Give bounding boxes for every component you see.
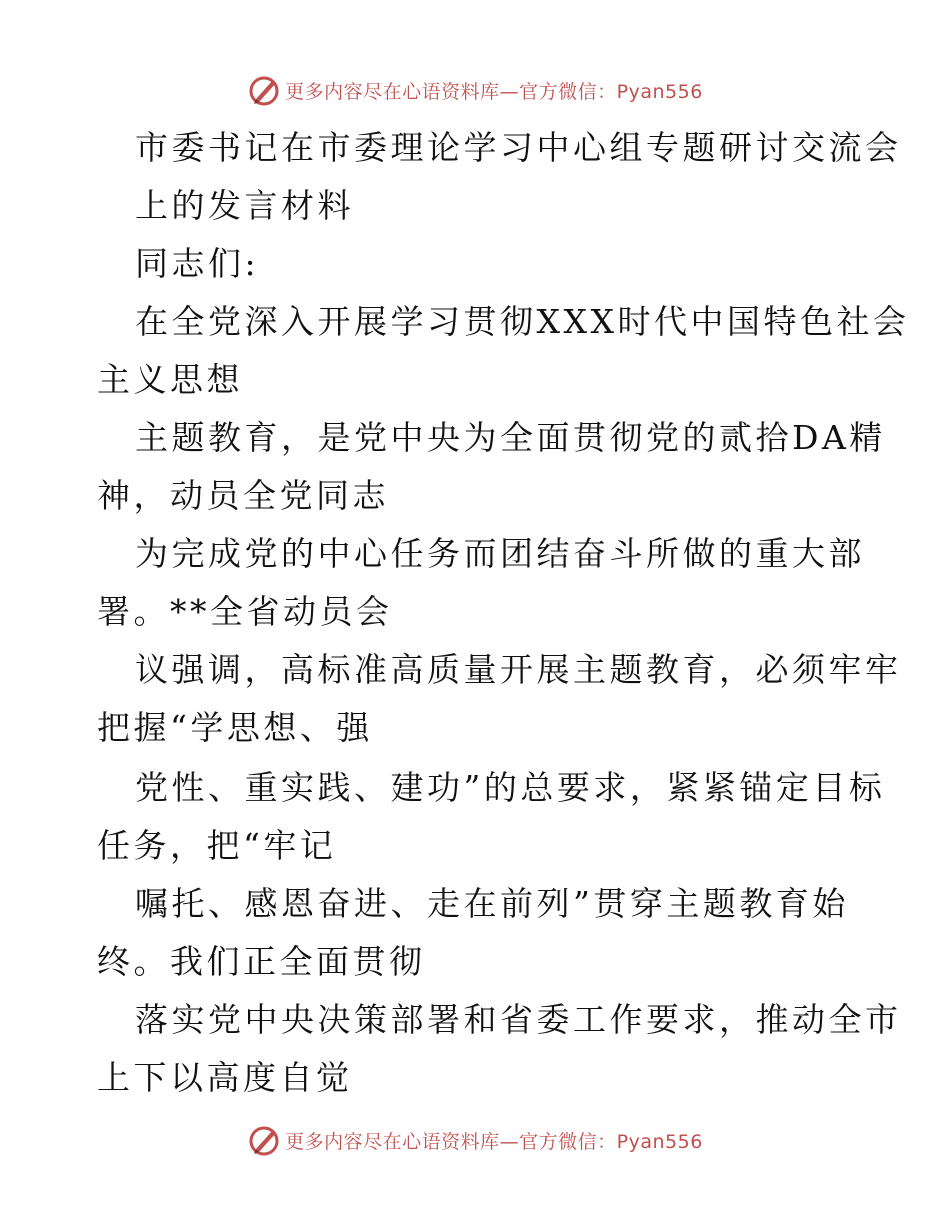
doc-line: 神，动员全党同志: [97, 476, 389, 515]
doc-line: 为完成党的中心任务而团结奋斗所做的重大部: [135, 534, 865, 573]
doc-line: 主题教育，是党中央为全面贯彻党的贰拾DA精: [135, 418, 886, 457]
footer-banner-text: 更多内容尽在心语资料库—官方微信：Pyan556: [285, 1130, 703, 1153]
header-banner-text: 更多内容尽在心语资料库—官方微信：Pyan556: [285, 80, 703, 103]
doc-line: 任务，把“牢记: [97, 826, 337, 865]
doc-title-line-2: 上的发言材料: [135, 186, 354, 225]
footer-banner: [0, 1120, 950, 1160]
doc-line: 嘱托、感恩奋进、走在前列”贯穿主题教育始: [135, 884, 849, 923]
doc-line: 党性、重实践、建功”的总要求，紧紧锚定目标: [135, 768, 886, 807]
doc-line: 终。我们正全面贯彻: [97, 942, 426, 981]
doc-title-line-1: 市委书记在市委理论学习中心组专题研讨交流会: [135, 128, 902, 167]
doc-line: 落实党中央决策部署和省委工作要求，推动全市: [135, 1000, 902, 1039]
doc-line: 署。**全省动员会: [97, 592, 393, 631]
doc-line: 议强调，高标准高质量开展主题教育，必须牢牢: [135, 650, 902, 689]
doc-line: 把握“学思想、强: [97, 708, 373, 747]
doc-salutation: 同志们:: [135, 244, 260, 283]
doc-line: 主义思想: [97, 360, 243, 399]
pen-logo-icon: [247, 1123, 281, 1157]
doc-line: 在全党深入开展学习贯彻XXX时代中国特色社会: [135, 302, 910, 341]
doc-line: 上下以高度自觉: [97, 1058, 353, 1097]
